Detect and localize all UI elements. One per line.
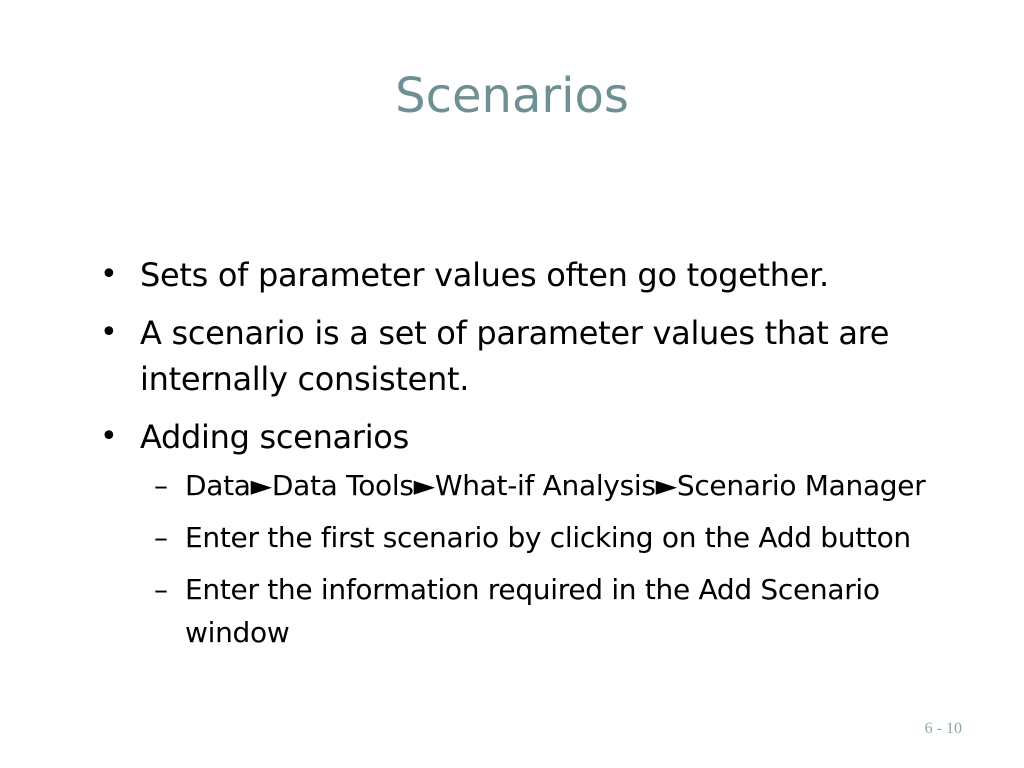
- bullet-item: [100, 310, 960, 402]
- bullet-text: A scenario is a set of parameter values that are internally consistent.: [140, 314, 890, 398]
- sub-bullet-item: [100, 568, 960, 654]
- bullet-marker: •: [100, 257, 118, 292]
- sub-bullet-item: [100, 464, 960, 507]
- bullet-item: [100, 252, 960, 298]
- sub-bullet-text: Enter the information required in the Add Scenario window: [185, 573, 880, 649]
- sub-bullet-marker: –: [154, 573, 168, 606]
- sub-bullet-item: [100, 516, 960, 559]
- page-number: 6 - 10: [924, 720, 962, 737]
- bullet-marker: •: [100, 419, 118, 454]
- sub-bullet-text: Data►Data Tools►What-if Analysis►Scenario Manager: [185, 469, 926, 502]
- bullet-marker: •: [100, 315, 118, 350]
- bullet-item: [100, 414, 960, 460]
- bullet-text: Adding scenarios: [140, 418, 409, 456]
- sub-bullet-marker: –: [154, 521, 168, 554]
- slide-title: Scenarios: [395, 68, 629, 124]
- bullet-text: Sets of parameter values often go together.: [140, 256, 829, 294]
- sub-bullet-marker: –: [154, 469, 168, 502]
- slide-body: [100, 252, 960, 663]
- sub-bullet-text: Enter the first scenario by clicking on the Add button: [185, 521, 911, 554]
